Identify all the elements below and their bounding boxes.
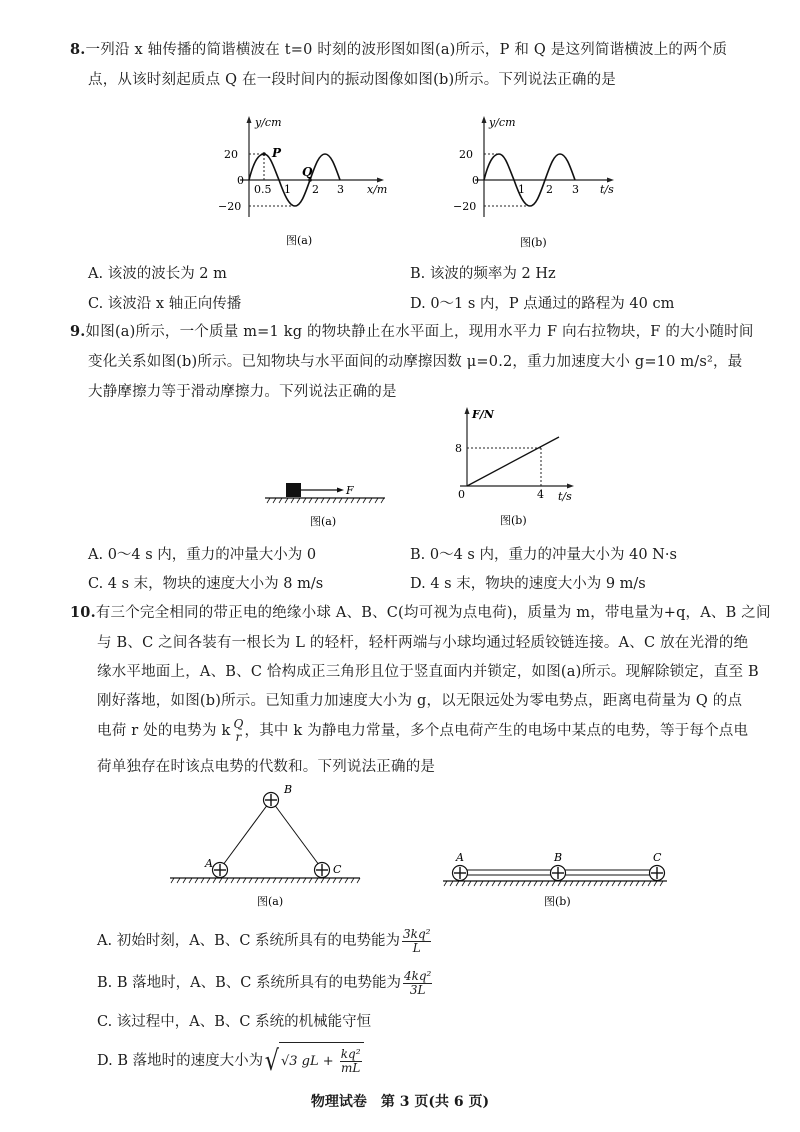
option-a-fraction: $\frac{\text{3kq²}}{L}$ — [403, 926, 431, 955]
svg-text:C: C — [653, 851, 662, 864]
svg-text:3: 3 — [337, 183, 344, 196]
q10-stem-line4: 刚好落地，如图(b)所示。已知重力加速度大小为 g，以无限远处为零电势点，距离电荷量为 Q 的点 — [97, 693, 743, 709]
q8-option-b: B. 该波的频率为 2 Hz — [410, 266, 556, 282]
q9-stem-line1: 9.如图(a)所示，一个质量 m=1 kg 的物块静止在水平面上，现用水平力 F 向右拉物块，F 的大小随时间 — [70, 323, 754, 340]
q9-stem-line2: 变化关系如图(b)所示。已知物块与水平面间的动摩擦因数 μ=0.2，重力加速度大小 g=10 m/s²，最 — [88, 354, 743, 370]
svg-text:图(a): 图(a) — [286, 234, 313, 247]
svg-text:图(a): 图(a) — [257, 895, 284, 908]
q8-stem-line1: 8.一列沿 x 轴传播的简谐横波在 t=0 时刻的波形图如图(a)所示，P 和 Q 是这列简谐横波上的两个质 — [70, 41, 728, 58]
svg-text:图(a): 图(a) — [310, 515, 337, 528]
potential-fraction: Q r — [233, 717, 244, 744]
svg-text:A: A — [205, 857, 213, 870]
svg-text:B: B — [554, 851, 563, 864]
charge-b-icon — [264, 793, 279, 808]
svg-text:t/s: t/s — [600, 183, 614, 196]
svg-text:2: 2 — [546, 183, 553, 196]
option-b-fraction: $\frac{\text{4kq²}}{3L}$ — [403, 968, 432, 997]
svg-text:0.5: 0.5 — [254, 183, 272, 196]
q9-figure-b — [450, 402, 590, 537]
q9-option-a: A. 0～4 s 内，重力的冲量大小为 0 — [88, 547, 317, 563]
charge-c-icon — [315, 863, 330, 878]
q9-number: 9. — [70, 323, 86, 340]
q10-option-d: D. B 落地时的速度大小为√ √3 gL + $\frac{\text{kq²}}{mL}$ — [97, 1042, 364, 1080]
svg-text:P: P — [272, 146, 282, 160]
svg-text:1: 1 — [284, 183, 291, 196]
svg-text:2: 2 — [312, 183, 319, 196]
q10-stem-line5: 电荷 r 处的电势为 k Q r ，其中 k 为静电力常量，多个点电荷产生的电场中某点的电势，等于每个点电 — [97, 717, 749, 744]
q8-option-d: D. 0～1 s 内，P 点通过的路程为 40 cm — [410, 296, 675, 312]
svg-text:t/s: t/s — [558, 490, 572, 503]
q8-vibration-graph — [440, 112, 630, 257]
svg-text:0: 0 — [458, 488, 465, 501]
q8-figure-b — [440, 112, 630, 257]
svg-text:8: 8 — [455, 442, 462, 455]
q8-wave-graph — [200, 112, 400, 257]
q10-number: 10. — [70, 604, 96, 621]
q9-option-d: D. 4 s 末，物块的速度大小为 9 m/s — [410, 576, 646, 592]
q10-figure-b — [440, 840, 670, 915]
svg-text:图(b): 图(b) — [520, 236, 547, 249]
q9-force-time-graph — [450, 402, 590, 537]
charge-b-icon — [551, 866, 566, 881]
svg-text:B: B — [284, 783, 293, 796]
q10-triangle-diagram — [165, 780, 365, 915]
svg-text:x/m: x/m — [367, 183, 388, 196]
q10-option-b: B. B 落地时，A、B、C 系统所具有的电势能为 $\frac{\text{4kq²}}{3L}$ — [97, 968, 432, 997]
svg-text:y/cm: y/cm — [255, 116, 282, 129]
page-footer: 物理试卷 第 3 页(共 6 页) — [310, 1094, 490, 1110]
q8-number: 8. — [70, 41, 86, 58]
q9-option-c: C. 4 s 末，物块的速度大小为 8 m/s — [88, 576, 324, 592]
svg-text:F: F — [346, 484, 354, 497]
svg-text:0: 0 — [237, 174, 244, 187]
svg-text:Q: Q — [302, 165, 313, 179]
q8-option-c: C. 该波沿 x 轴正向传播 — [88, 296, 242, 312]
q9-stem-line3: 大静摩擦力等于滑动摩擦力。下列说法正确的是 — [88, 384, 397, 400]
q9-block-diagram — [260, 470, 400, 535]
svg-text:0: 0 — [472, 174, 479, 187]
svg-text:−20: −20 — [218, 200, 242, 213]
q10-option-a: A. 初始时刻，A、B、C 系统所具有的电势能为 $\frac{\text{3kq²}}{L}$ — [97, 926, 431, 955]
q10-figure-a — [165, 780, 365, 915]
svg-text:y/cm: y/cm — [489, 116, 516, 129]
svg-text:4: 4 — [537, 488, 544, 501]
svg-text:−20: −20 — [453, 200, 477, 213]
charge-a-icon — [213, 863, 228, 878]
q10-stem-line6: 荷单独存在时该点电势的代数和。下列说法正确的是 — [97, 759, 436, 775]
q10-option-c: C. 该过程中，A、B、C 系统的机械能守恒 — [97, 1014, 372, 1030]
q9-figure-a — [260, 470, 400, 535]
q8-option-a: A. 该波的波长为 2 m — [88, 266, 227, 282]
charge-a-icon — [453, 866, 468, 881]
q10-stem-line3: 缘水平地面上，A、B、C 恰构成正三角形且位于竖直面内并锁定，如图(a)所示。现解除锁定，直至 B — [97, 664, 759, 680]
svg-text:图(b): 图(b) — [544, 895, 571, 908]
charge-c-icon — [650, 866, 665, 881]
sqrt-icon: √ — [264, 1044, 280, 1077]
svg-text:F/N: F/N — [472, 408, 494, 421]
q8-stem-line2: 点，从该时刻起质点 Q 在一段时间内的振动图像如图(b)所示。下列说法正确的是 — [88, 72, 616, 88]
svg-text:图(b): 图(b) — [500, 514, 527, 527]
svg-text:20: 20 — [459, 148, 473, 161]
svg-text:C: C — [333, 863, 342, 876]
svg-text:20: 20 — [224, 148, 238, 161]
option-d-radicand: √3 gL + $\frac{\text{kq²}}{mL}$ — [279, 1042, 364, 1080]
q10-stem-line1: 10.有三个完全相同的带正电的绝缘小球 A、B、C(均可视为点电荷)，质量为 m，带电量为+q，A、B 之间 — [70, 604, 771, 621]
q8-figure-a — [200, 112, 400, 257]
svg-text:1: 1 — [518, 183, 525, 196]
svg-text:3: 3 — [572, 183, 579, 196]
q10-collinear-diagram — [440, 840, 670, 915]
q9-option-b: B. 0～4 s 内，重力的冲量大小为 40 N·s — [410, 547, 677, 563]
svg-text:A: A — [456, 851, 464, 864]
q10-stem-line2: 与 B、C 之间各装有一根长为 L 的轻杆，轻杆两端与小球均通过轻质铰链连接。A、C 放在光滑的绝 — [97, 635, 749, 651]
